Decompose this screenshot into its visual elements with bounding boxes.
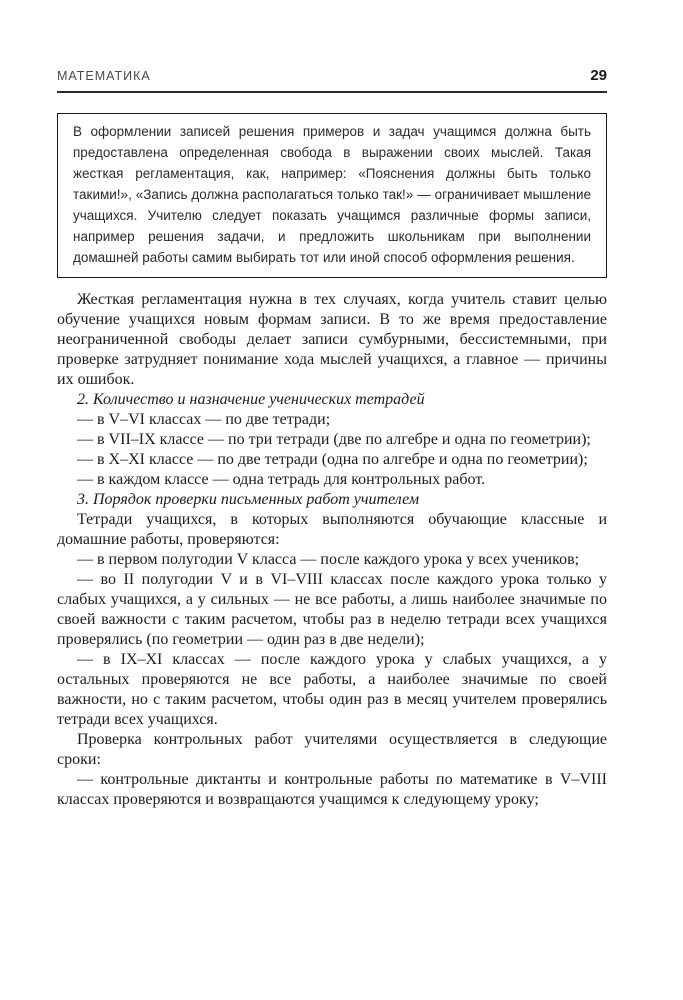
list-item: — в каждом классе — одна тетрадь для контрольных работ. — [77, 471, 486, 488]
paragraph: Тетради учащихся, в которых выполняются обучающие классные и домашние работы, проверяются: — [57, 511, 607, 548]
list-item: — во II полугодии V и в VI–VIII классах после каждого урока только у слабых учащихся, а у сильных — не все работы, а лишь наиболее значимые по своей важности с таким расчетом, чтобы раз в неделю тетради всех учащихся проверялись (по геометрии — один раз в две недели); — [57, 571, 607, 648]
section-heading: 3. Порядок проверки письменных работ учителем — [77, 491, 420, 508]
page-number: 29 — [590, 67, 607, 84]
note-box-text: В оформлении записей решения примеров и задач учащимся должна быть предоставлена определенная свобода в выражении своих мыслей. Такая жесткая регламентация, как, например: «Пояснения должны быть только такими!», «Запись должна располагаться только так!» — ограничивает мышление учащихся. Учителю следует показать учащимся различные формы записи, например решения задачи, и предложить школьникам при выполнении домашней работы самим выбирать тот или иной способ оформления решения. — [73, 124, 591, 265]
running-header — [57, 0, 607, 84]
page-content — [57, 0, 607, 810]
body-text — [57, 290, 607, 810]
paragraph: Жесткая регламентация нужна в тех случаях, когда учитель ставит целью обучение учащихся новым формам записи. В то же время предоставление неограниченной свободы делает записи сумбурными, бессистемными, при проверке затрудняет понимание хода мыслей учащихся, а главное — причины их ошибок. — [57, 291, 607, 388]
list-item: — в V–VI классах — по две тетради; — [77, 411, 331, 428]
note-box — [57, 113, 607, 278]
running-title: МАТЕМАТИКА — [57, 69, 151, 83]
list-item: — контрольные диктанты и контрольные работы по математике в V–VIII классах проверяются и возвращаются учащимся к следующему уроку; — [57, 771, 607, 808]
list-item: — в VII–IX классе — по три тетради (две по алгебре и одна по геометрии); — [77, 431, 591, 448]
list-item: — в X–XI классе — по две тетради (одна по алгебре и одна по геометрии); — [77, 451, 588, 468]
list-item: — в первом полугодии V класса — после каждого урока у всех учеников; — [77, 551, 580, 568]
paragraph: Проверка контрольных работ учителями осуществляется в следующие сроки: — [57, 731, 607, 768]
list-item: — в IX–XI классах — после каждого урока у слабых учащихся, а у остальных проверяются не все работы, а наиболее значимые по своей важности, но с таким расчетом, чтобы один раз в месяц учителем проверялись тетради всех учащихся. — [57, 651, 607, 728]
header-rule — [57, 91, 607, 93]
section-heading: 2. Количество и назначение ученических тетрадей — [77, 391, 425, 408]
